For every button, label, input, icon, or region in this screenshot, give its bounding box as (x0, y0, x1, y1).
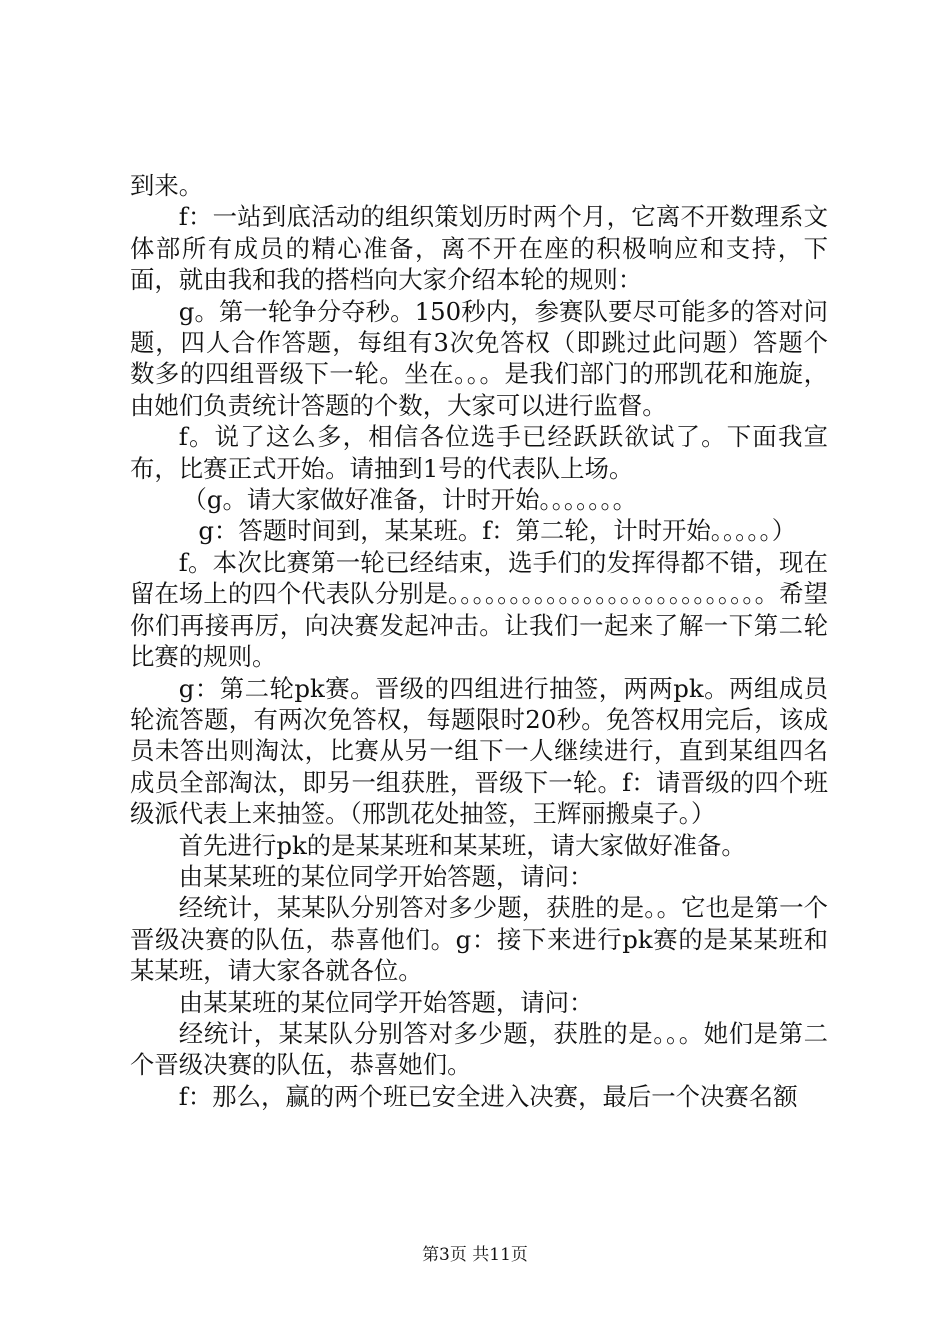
body-text (130, 170, 828, 1112)
paragraph: g：答题时间到，某某班。f：第二轮，计时开始。。。。。） (198, 516, 797, 546)
paragraph: 经统计，某某队分别答对多少题，获胜的是。。。她们是第二个晋级决赛的队伍，恭喜她们。 (130, 1018, 828, 1080)
paragraph: f。本次比赛第一轮已经结束，选手们的发挥得都不错，现在留在场上的四个代表队分别是。。。。。。。。。。。。。。。。。。。。。。。。。。希望你们再接再厉，向决赛发起冲击。让我们一起来了解一下第二轮比赛的规则。 (130, 547, 828, 672)
paragraph: 由某某班的某位同学开始答题，请问： (178, 861, 594, 891)
paragraph: （g。请大家做好准备，计时开始。。。。。。。 (182, 485, 638, 515)
paragraph: f：一站到底活动的组织策划历时两个月，它离不开数理系文体部所有成员的精心准备，离不开在座的积极响应和支持，下面，就由我和我的搭档向大家介绍本轮的规则： (130, 202, 828, 295)
paragraph: f。说了这么多，相信各位选手已经跃跃欲试了。下面我宣布，比赛正式开始。请抽到1号的代表队上场。 (130, 422, 828, 483)
paragraph: g：第二轮pk赛。晋级的四组进行抽签，两两pk。两组成员轮流答题，有两次免答权，每题限时20秒。免答权用完后，该成员未答出则淘汰，比赛从另一组下一人继续进行，直到某组四名成员全部淘汰，即另一组获胜，晋级下一轮。f：请晋级的四个班级派代表上来抽签。（邢凯花处抽签，王辉丽搬桌子。） (130, 673, 828, 829)
page-footer: 第3页 共11页 (422, 1245, 528, 1265)
paragraph: 经统计，某某队分别答对多少题，获胜的是。。它也是第一个晋级决赛的队伍，恭喜他们。g：接下来进行pk赛的是某某班和某某班，请大家各就各位。 (130, 893, 828, 986)
paragraph: 首先进行pk的是某某班和某某班，请大家做好准备。 (178, 830, 746, 860)
paragraph: g。第一轮争分夺秒。150秒内，参赛队要尽可能多的答对问题，四人合作答题，每组有3次免答权（即跳过此问题）答题个数多的四组晋级下一轮。坐在。。。是我们部门的邢凯花和施旋，由她们负责统计答题的个数，大家可以进行监督。 (130, 296, 828, 420)
paragraph: 到来。 (130, 171, 204, 200)
paragraph: f：那么，赢的两个班已安全进入决赛，最后一个决赛名额 (178, 1081, 798, 1111)
paragraph: 由某某班的某位同学开始答题，请问： (178, 987, 594, 1017)
